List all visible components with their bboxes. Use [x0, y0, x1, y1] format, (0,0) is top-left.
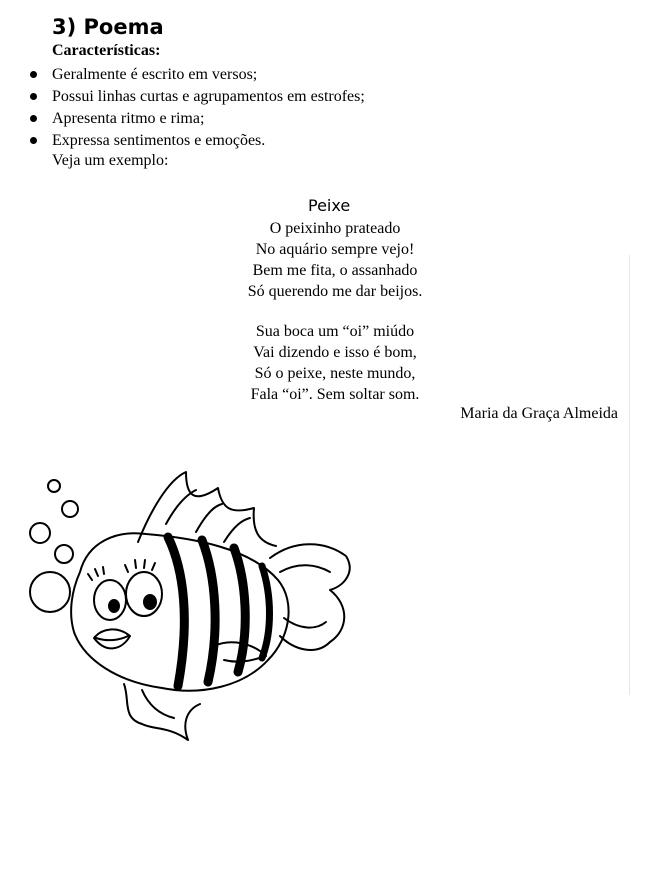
- page-edge-divider: [629, 255, 630, 695]
- bubble-icon: [48, 480, 60, 492]
- poem-line: Bem me fita, o assanhado: [252, 262, 418, 279]
- poem-line: Fala “oi”. Sem soltar som.: [250, 386, 420, 403]
- section-title: 3) Poema: [52, 15, 164, 39]
- bottom-fin-shape: [124, 684, 200, 740]
- bubble-icon: [30, 523, 50, 543]
- bullet-icon: [30, 71, 37, 78]
- eye-icon: [126, 572, 162, 616]
- poem-line: O peixinho prateado: [269, 220, 401, 237]
- characteristics-list: [30, 64, 365, 152]
- example-intro: Veja um exemplo:: [52, 152, 169, 169]
- bubble-icon: [62, 501, 78, 517]
- poem-title: Peixe: [308, 196, 351, 215]
- list-item: [30, 64, 365, 86]
- list-item: [30, 108, 365, 130]
- bullet-icon: [30, 137, 37, 144]
- poem-stanza-2: [200, 321, 470, 405]
- eye-icon: [94, 580, 126, 620]
- list-item: [30, 130, 365, 152]
- list-item: [30, 86, 365, 108]
- characteristics-heading: Características:: [52, 42, 161, 59]
- poem-line: Sua boca um “oi” miúdo: [255, 323, 415, 340]
- fish-illustration: [18, 460, 358, 760]
- list-item-text: Geralmente é escrito em versos;: [52, 66, 258, 83]
- list-item-text: Apresenta ritmo e rima;: [52, 110, 205, 127]
- poem-line: No aquário sempre vejo!: [255, 241, 415, 258]
- list-item-text: Possui linhas curtas e agrupamentos em estrofes;: [52, 88, 365, 105]
- poem-line: Só querendo me dar beijos.: [247, 283, 423, 300]
- poem-stanza-1: [200, 218, 470, 302]
- tail-fin-shape: [270, 544, 350, 650]
- bullet-icon: [30, 115, 37, 122]
- poem-line: Só o peixe, neste mundo,: [254, 365, 416, 382]
- bullet-icon: [30, 93, 37, 100]
- poem-author: Maria da Graça Almeida: [460, 405, 618, 422]
- list-item-text: Expressa sentimentos e emoções.: [52, 132, 266, 149]
- bubble-icon: [55, 545, 73, 563]
- bubble-icon: [30, 572, 70, 612]
- poem-line: Vai dizendo e isso é bom,: [253, 344, 417, 361]
